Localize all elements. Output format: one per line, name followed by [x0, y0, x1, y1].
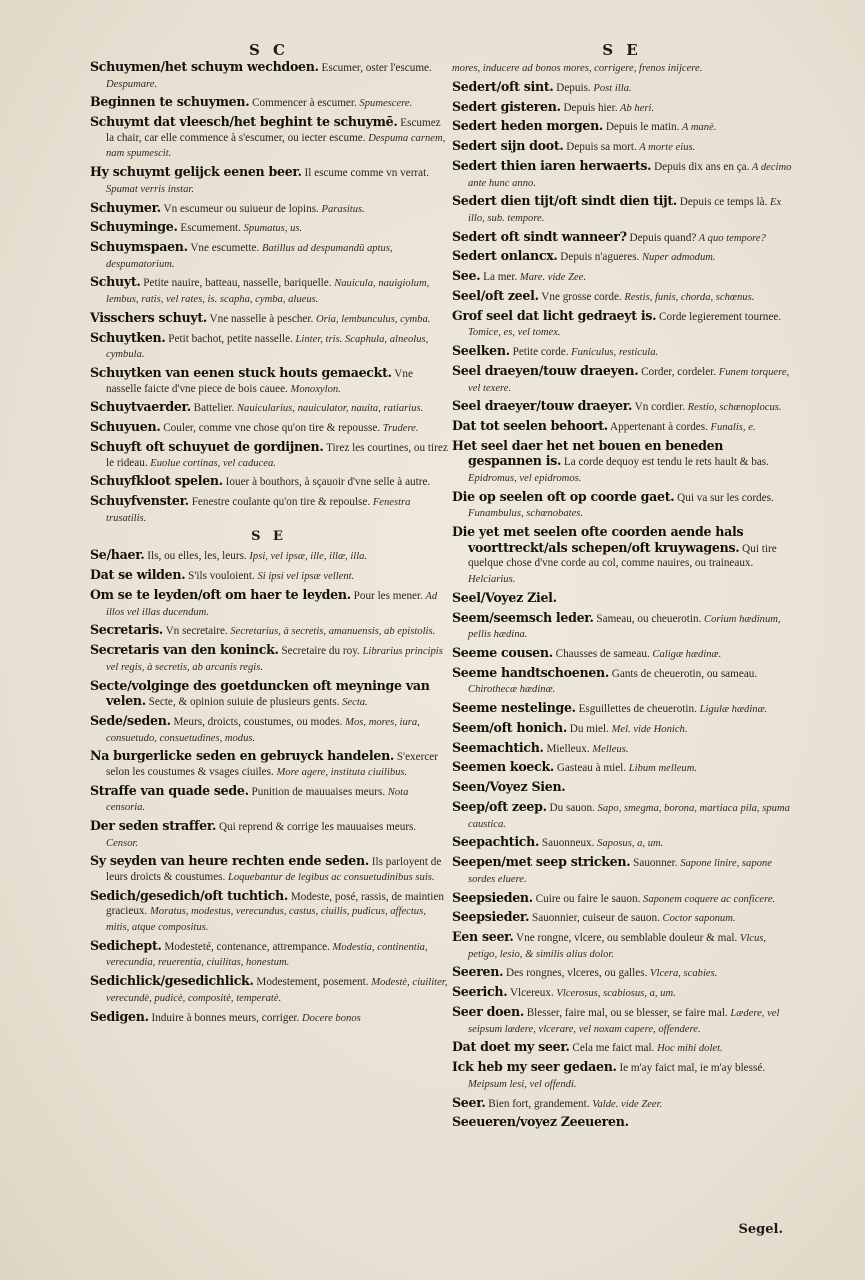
french-gloss: Sauonner. — [630, 857, 678, 870]
headword: Seel draeyen/touw draeyen. — [452, 362, 639, 378]
french-gloss: Vne nasselle faicte d'vne piece de bois cauee. — [106, 367, 413, 395]
dictionary-entry — [90, 679, 448, 711]
dictionary-entry — [452, 249, 792, 266]
french-gloss: Vn secretaire. — [163, 625, 228, 638]
headword: Sedert dien tijt/oft sindt dien tijt. — [452, 193, 677, 209]
headword: Straffe van quade sede. — [90, 782, 249, 798]
french-gloss: Fenestre coulante qu'on tire & repoulse. — [188, 496, 371, 509]
dictionary-entry — [452, 1115, 792, 1132]
latin-gloss: Restis, funis, chorda, schœnus. — [621, 292, 755, 303]
headword: Schuyfvenster. — [90, 493, 189, 509]
dictionary-entry — [452, 139, 792, 156]
headword: Schuyt. — [90, 274, 141, 290]
latin-gloss: Helciarius. — [468, 574, 516, 585]
latin-gloss: mores, inducere ad bonos mores, corrigere, frenos inijcere. — [452, 63, 703, 74]
dictionary-entry — [452, 490, 792, 522]
dictionary-entry — [90, 714, 448, 746]
headword: Visschers schuyt. — [90, 309, 207, 325]
latin-gloss: Linter, tris. Scaphula, alneolus, cymbula. — [106, 333, 429, 361]
headword: Seep/oft zeep. — [452, 799, 547, 814]
headword: Seer doen. — [452, 1004, 524, 1020]
dictionary-entry — [452, 159, 792, 191]
french-gloss: Meurs, droicts, coustumes, ou modes. — [170, 715, 343, 728]
entry-list — [90, 548, 448, 1026]
dictionary-entry — [452, 289, 792, 306]
headword: Sedigen. — [90, 1008, 149, 1024]
french-gloss: Vne rongne, vlcere, ou semblable douleur & mal. — [513, 932, 738, 945]
dictionary-entry — [452, 666, 792, 698]
headword: Ick heb my seer gedaen. — [452, 1059, 617, 1075]
dictionary-entry — [90, 474, 448, 491]
dictionary-entry — [452, 701, 792, 718]
french-gloss: Modestement, posement. — [253, 976, 369, 989]
headword: Schuyuen. — [90, 419, 161, 435]
dictionary-entry — [452, 910, 792, 927]
french-gloss: Ils parloyent de leurs droicts & coustumes. — [106, 856, 442, 883]
dictionary-entry — [90, 95, 448, 112]
headword: Sedert gisteren. — [452, 98, 561, 114]
headword: Seel/Voyez Ziel. — [452, 589, 557, 605]
latin-gloss: Fenestra trusatilis. — [106, 497, 411, 524]
column-header: S E — [602, 41, 642, 59]
dictionary-entry — [90, 588, 448, 620]
dictionary-entry — [90, 311, 448, 328]
latin-gloss: Monoxylon. — [287, 383, 341, 395]
headword: Sedert thien iaren herwaerts. — [452, 157, 652, 173]
dictionary-entry — [90, 400, 448, 417]
latin-gloss: Nota censoria. — [106, 786, 409, 814]
french-gloss: Depuis ce temps là. — [676, 196, 768, 209]
headword: Seeme cousen. — [452, 644, 553, 660]
dictionary-entry — [452, 721, 792, 738]
headword: Sedert onlancx. — [452, 248, 558, 264]
french-gloss: Sameau, ou cheuerotin. — [593, 612, 702, 625]
latin-gloss: A morte eius. — [636, 142, 696, 154]
dictionary-entry — [452, 930, 792, 962]
latin-gloss: Spumatus, us. — [240, 223, 303, 235]
dictionary-entry — [90, 623, 448, 640]
latin-gloss: Sapo, smegma, borona, martiaca pila, spuma caustica. — [468, 803, 790, 830]
dictionary-entry — [452, 591, 792, 608]
headword: Grof seel dat licht gedraeyt is. — [452, 307, 657, 323]
french-gloss: Couler, comme vne chose qu'on tire & repousse. — [160, 422, 381, 435]
french-gloss: Corde legierement tournee. — [656, 310, 782, 323]
french-gloss: Commencer à escumer. — [249, 97, 357, 110]
dictionary-entry — [452, 1096, 792, 1113]
latin-gloss: Funambulus, schœnobates. — [468, 508, 584, 520]
headword: Seem/oft honich. — [452, 719, 567, 735]
dictionary-entry — [90, 939, 448, 971]
headword: Seemen koeck. — [452, 759, 555, 775]
french-gloss: Il escume comme vn verrat. — [301, 167, 430, 180]
french-gloss: Cuire ou faire le sauon. — [532, 892, 641, 905]
dictionary-entry — [452, 439, 792, 487]
dictionary-entry — [90, 854, 448, 885]
headword: Sede/seden. — [90, 712, 171, 728]
latin-gloss: Saposus, a, um. — [594, 838, 664, 850]
dictionary-entry — [452, 646, 792, 663]
latin-gloss: Vlcus, petigo, lesio, & similis alius dolor. — [468, 933, 767, 960]
headword: Die op seelen oft op coorde gaet. — [452, 488, 675, 504]
latin-gloss: Restio, schœnoplocus. — [685, 402, 782, 414]
french-gloss: Sauonneux. — [539, 837, 595, 850]
french-gloss: Modeste, posé, rassis, de maintien gracieux. — [106, 890, 444, 918]
latin-gloss: Euolue cortinas, vel caducea. — [147, 457, 276, 469]
headword: Seepachtich. — [452, 834, 540, 850]
headword: Seemachtich. — [452, 739, 544, 755]
latin-gloss: Ad illos vel illas ducendum. — [106, 591, 438, 618]
dictionary-entry — [90, 220, 448, 237]
entry-list — [90, 60, 448, 526]
headword: Hy schuymt gelijck eenen beer. — [90, 164, 302, 180]
latin-gloss: Modestè, ciuiliter, verecundè, pudicè, compositè, temperatè. — [106, 977, 448, 1004]
dictionary-entry — [90, 819, 448, 851]
headword: Schuymt dat vleesch/het beghint te schuymē. — [90, 114, 398, 130]
latin-gloss: Parasitus. — [318, 203, 365, 215]
french-gloss: Du miel. — [566, 722, 609, 735]
headword: Schuyfkloot spelen. — [90, 473, 223, 489]
french-gloss: Battelier. — [190, 402, 235, 415]
french-gloss: Depuis n'agueres. — [557, 251, 640, 264]
latin-gloss: Nuper admodum. — [639, 252, 716, 264]
french-gloss: Petit bachot, petite nasselle. — [165, 332, 293, 345]
dictionary-entry — [452, 855, 792, 887]
french-gloss: Vn cordier. — [632, 401, 685, 414]
french-gloss: Depuis. — [553, 81, 591, 94]
latin-gloss: Spumescere. — [356, 98, 413, 110]
headword: Schuytvaerder. — [90, 399, 191, 415]
latin-gloss: Docere bonos — [299, 1012, 361, 1024]
french-gloss: Vlcereux. — [507, 987, 554, 1000]
headword: Der seden straffer. — [90, 818, 217, 834]
dictionary-entry — [452, 419, 792, 436]
headword: Sedert sijn doot. — [452, 138, 564, 154]
latin-gloss: Moratus, modestus, verecundus, castus, ciuilis, pudicus, affectus, mitis, atque compositus. — [106, 906, 426, 933]
latin-gloss: Nauicula, nauigiolum, lembus, ratis, vel rates, is. scapha, cymba, alueus. — [106, 278, 430, 306]
headword: Sedich/gesedich/oft tuchtich. — [90, 887, 288, 903]
french-gloss: Des rongnes, vlceres, ou galles. — [503, 967, 648, 980]
latin-gloss: Valde. vide Zeer. — [589, 1098, 663, 1110]
dictionary-entry — [90, 115, 448, 162]
dictionary-entry — [452, 800, 792, 832]
french-gloss: Depuis dix ans en ça. — [651, 160, 750, 173]
dictionary-entry — [452, 194, 792, 226]
right-column — [452, 40, 792, 1135]
french-gloss: La mer. — [480, 271, 518, 284]
headword: Dat tot seelen behoort. — [452, 418, 608, 434]
dictionary-entry — [452, 985, 792, 1002]
french-gloss: La corde dequoy est tendu le rets hault & bas. — [561, 456, 769, 469]
dictionary-entry — [90, 568, 448, 585]
french-gloss: Qui tire quelque chose d'vne corde au col, comme nauires, ou traineaux. — [468, 542, 777, 570]
latin-gloss: Si ipsi vel ipsæ vellent. — [254, 571, 355, 583]
french-gloss: Secte, & opinion suiuie de plusieurs gents. — [145, 696, 340, 709]
french-gloss: Depuis le matin. — [603, 121, 680, 134]
french-gloss: Pour les mener. — [350, 590, 423, 602]
latin-gloss: A quo tempore? — [696, 232, 766, 244]
headword: Seeren. — [452, 964, 504, 980]
french-gloss: Cela me faict mal. — [569, 1042, 655, 1055]
section-heading: S E — [251, 529, 287, 545]
french-gloss: Corder, cordeler. — [638, 365, 717, 378]
headword: Schuymen/het schuym wechdoen. — [90, 59, 319, 74]
dictionary-entry — [452, 760, 792, 777]
headword: Het seel daer het net bouen en beneden gespannen is. — [452, 437, 724, 469]
dictionary-entry — [90, 440, 448, 471]
dictionary-entry — [452, 230, 792, 247]
french-gloss: Petite nauire, batteau, nasselle, bariquelle. — [140, 277, 332, 290]
dictionary-entry — [452, 364, 792, 396]
headword: Beginnen te schuymen. — [90, 94, 250, 110]
dictionary-entry — [90, 548, 448, 565]
latin-gloss: Ipsi, vel ipsæ, ille, illæ, illa. — [246, 551, 368, 563]
french-gloss: Punition de mauuaises meurs. — [248, 785, 386, 798]
headword: Seepen/met seep stricken. — [452, 854, 631, 870]
french-gloss: Induire à bonnes meurs, corriger. — [148, 1011, 300, 1024]
latin-gloss: Funiculus, resticula. — [568, 347, 659, 359]
dictionary-entry — [90, 974, 448, 1006]
french-gloss: S'ils vouloient. — [185, 570, 255, 583]
latin-gloss: Tomice, es, vel tomex. — [468, 327, 561, 339]
dictionary-entry — [90, 60, 448, 92]
latin-gloss: Libum melleum. — [626, 763, 698, 775]
dictionary-entry — [90, 420, 448, 437]
dictionary-entry — [452, 965, 792, 982]
dictionary-entry — [90, 1010, 448, 1027]
column-header: S C — [249, 41, 289, 59]
dictionary-entry — [452, 309, 792, 341]
headword: Sedert/oft sint. — [452, 78, 554, 94]
headword: Schuytken van eenen stuck houts gemaeckt. — [90, 364, 392, 380]
dictionary-entry — [90, 494, 448, 526]
latin-gloss: Ab heri. — [617, 102, 655, 114]
dictionary-entry — [452, 344, 792, 361]
french-gloss: Depuis quand? — [626, 231, 697, 244]
latin-gloss: Lædere, vel seipsum lædere, vlcerare, vel noxam capere, offendere. — [468, 1008, 780, 1035]
headword: Schuymspaen. — [90, 239, 188, 255]
french-gloss: Escumement. — [177, 222, 241, 235]
dictionary-entry — [90, 784, 448, 816]
dictionary-entry — [90, 889, 448, 936]
dictionary-entry — [90, 240, 448, 272]
dictionary-entry — [452, 741, 792, 758]
headword: Dat se wilden. — [90, 567, 186, 583]
latin-gloss: Censor. — [106, 837, 139, 849]
latin-gloss: Librarius principis vel regis, à secretis, ab arcanis regis. — [106, 646, 443, 673]
french-gloss: Chausses de sameau. — [552, 647, 650, 660]
headword: Se/haer. — [90, 547, 145, 563]
latin-gloss: Caligæ hædinæ. — [649, 648, 722, 660]
french-gloss: Vne grosse corde. — [538, 291, 622, 303]
headword: Secretaris van den koninck. — [90, 642, 279, 658]
latin-gloss: Loquebantur de legibus ac consuetudinibus suis. — [225, 872, 435, 883]
french-gloss: Depuis sa mort. — [563, 141, 637, 154]
entry-list — [452, 60, 792, 1132]
dictionary-entry — [90, 165, 448, 197]
french-gloss: Iouer à bouthors, à sçauoir d'vne selle à autre. — [222, 476, 431, 489]
latin-gloss: Mare. vide Zee. — [517, 272, 587, 284]
french-gloss: Tirez les courtines, ou tirez le rideau. — [106, 441, 448, 469]
headword: Sedert heden morgen. — [452, 118, 604, 134]
headword: Dat doet my seer. — [452, 1039, 570, 1055]
headword: Na burgerlicke seden en gebruyck handelen. — [90, 748, 395, 764]
headword: Sedichept. — [90, 937, 162, 953]
french-gloss: Depuis hier. — [560, 101, 618, 114]
dictionary-entry — [90, 201, 448, 218]
latin-gloss: Ligulæ hædinæ. — [696, 704, 768, 716]
dictionary-entry — [452, 100, 792, 117]
latin-gloss: Mos, mores, iura, consuetudo, consuetudines, modus. — [106, 716, 420, 744]
headword: Seeme nestelinge. — [452, 700, 576, 716]
latin-gloss: Chirothecæ hædinæ. — [468, 684, 556, 696]
french-gloss: Petite corde. — [509, 346, 569, 359]
dictionary-entry — [452, 1060, 792, 1092]
headword: Secte/volginge des goetduncken oft meyninge van velen. — [90, 677, 430, 709]
french-gloss: Blesser, faire mal, ou se blesser, se faire mal. — [523, 1007, 728, 1020]
dictionary-entry — [90, 275, 448, 307]
french-gloss: Secretaire du roy. — [278, 645, 360, 658]
french-gloss: Modesteté, contenance, attrempance. — [161, 940, 330, 953]
left-column — [90, 40, 448, 1029]
catchword: Segel. — [738, 1222, 783, 1237]
headword: Schuyft oft schuyuet de gordijnen. — [90, 438, 324, 454]
latin-gloss: Epidromus, vel epidromos. — [468, 473, 582, 485]
headword: Seeme handtschoenen. — [452, 664, 609, 680]
french-gloss: S'exercer selon les coustumes & vsages ciuiles. — [106, 751, 438, 778]
latin-gloss: A decimo ante hunc anno. — [468, 161, 792, 189]
dictionary-entry — [452, 1005, 792, 1037]
latin-gloss: Trudere. — [380, 423, 419, 435]
headword: Secretaris. — [90, 622, 163, 638]
headword: Seeueren/voyez Zeeueren. — [452, 1114, 629, 1130]
headword: Seerich. — [452, 984, 508, 1000]
latin-gloss: A manè. — [679, 122, 717, 134]
latin-gloss: Funalis, e. — [707, 422, 756, 434]
french-gloss: Vne nasselle à pescher. — [206, 312, 314, 325]
french-gloss: Escumez la chair, car elle commence à s'escumer, ou iecter escume. — [106, 117, 441, 144]
french-gloss: Sauonnier, cuiseur de sauon. — [529, 912, 660, 925]
french-gloss: Ils, ou elles, les, leurs. — [144, 550, 247, 563]
french-gloss: Vn escumeur ou suiueur de lopins. — [160, 202, 319, 215]
french-gloss: Ie m'ay faict mal, ie m'ay blessé. — [616, 1062, 766, 1075]
latin-gloss: Post illa. — [590, 82, 632, 94]
headword: Seen/Voyez Sien. — [452, 779, 566, 795]
latin-gloss: Melleus. — [589, 743, 629, 755]
headword: Seel draeyer/touw draeyer. — [452, 398, 633, 414]
dictionary-entry — [452, 119, 792, 136]
headword: Schuytken. — [90, 329, 166, 345]
french-gloss: Du sauon. — [546, 802, 595, 814]
dictionary-entry — [452, 399, 792, 416]
headword: Seepsieden. — [452, 889, 533, 905]
latin-gloss: Funem torquere, vel texere. — [468, 366, 790, 394]
latin-gloss: Spumat verris instar. — [106, 183, 194, 195]
dictionary-entry — [452, 891, 792, 908]
headword: Sy seyden van heure rechten ende seden. — [90, 853, 369, 869]
latin-gloss: Vlcera, scabies. — [647, 968, 718, 980]
headword: See. — [452, 268, 481, 284]
french-gloss: Escumer, oster l'escume. — [318, 62, 432, 74]
headword: Om se te leyden/oft om haer te leyden. — [90, 587, 351, 602]
dictionary-entry — [90, 366, 448, 397]
headword: Die yet met seelen ofte coorden aende hals voorttreckt/als schepen/oft kruywagens. — [452, 524, 744, 555]
latin-gloss: More agere, instituta ciuilibus. — [273, 766, 408, 778]
french-gloss: Qui reprend & corrige les mauuaises meurs. — [216, 821, 417, 834]
dictionary-entry — [452, 80, 792, 97]
dictionary-entry — [452, 611, 792, 643]
headword: Seel/oft zeel. — [452, 288, 539, 303]
dictionary-entry — [452, 835, 792, 852]
latin-gloss: Vlcerosus, scabiosus, a, um. — [553, 988, 676, 1000]
latin-gloss: Modestia, continentia, verecundia, reuerentia, ciuilitas, honestum. — [106, 941, 428, 969]
french-gloss: Bien fort, grandement. — [485, 1097, 590, 1110]
headword: Schuyminge. — [90, 219, 178, 235]
latin-gloss: Secta. — [339, 697, 368, 709]
latin-gloss: Sapone linire, sapone sordes eluere. — [468, 858, 772, 885]
latin-gloss: Despuma carnem, nam spumescit. — [106, 132, 446, 160]
french-gloss: Esguillettes de cheuerotin. — [575, 703, 697, 716]
french-gloss: Mielleux. — [543, 742, 590, 755]
dictionary-entry — [452, 780, 792, 797]
latin-gloss: Ex illo, sub. tempore. — [468, 197, 782, 224]
latin-gloss: Meipsum lesi, vel offendi. — [468, 1078, 577, 1090]
headword: Seem/seemsch leder. — [452, 609, 594, 625]
dictionary-entry — [90, 331, 448, 363]
latin-gloss: Coctor saponum. — [659, 913, 736, 925]
dictionary-entry — [452, 1040, 792, 1057]
latin-gloss: Mel. vide Honich. — [608, 723, 688, 735]
headword: Seer. — [452, 1094, 486, 1110]
french-gloss: Gants de cheuerotin, ou sameau. — [608, 667, 758, 680]
dictionary-entry — [452, 269, 792, 286]
latin-gloss: Secretarius, à secretis, amanuensis, ab epistolis. — [227, 626, 436, 638]
french-gloss: Appertenant à cordes. — [607, 421, 708, 434]
french-gloss: Gasteau à miel. — [554, 762, 627, 775]
latin-gloss: Hoc mihi dolet. — [654, 1043, 723, 1055]
headword: Sedert oft sindt wanneer? — [452, 228, 627, 244]
latin-gloss: Corium hædinum, pellis hædina. — [468, 613, 781, 641]
headword: Schuymer. — [90, 199, 161, 215]
french-gloss: Qui va sur les cordes. — [674, 491, 774, 504]
dictionary-entry — [90, 643, 448, 675]
latin-gloss: Oria, lembunculus, cymba. — [313, 313, 431, 325]
headword: Seepsieder. — [452, 909, 530, 925]
dictionary-entry — [452, 525, 792, 587]
french-gloss: Vne escumette. — [187, 242, 260, 255]
latin-gloss: Batillus ad despumandū aptus, despumatorium. — [106, 243, 393, 270]
headword: Sedichlick/gesedichlick. — [90, 973, 254, 989]
latin-gloss: Nauicularius, nauiculator, nauita, ratiarius. — [234, 403, 424, 415]
latin-gloss: Despumare. — [106, 78, 158, 90]
headword: Een seer. — [452, 929, 514, 945]
dictionary-entry — [452, 60, 792, 77]
dictionary-entry — [90, 749, 448, 780]
latin-gloss: Saponem coquere ac conficere. — [640, 893, 776, 905]
headword: Seelken. — [452, 343, 510, 359]
